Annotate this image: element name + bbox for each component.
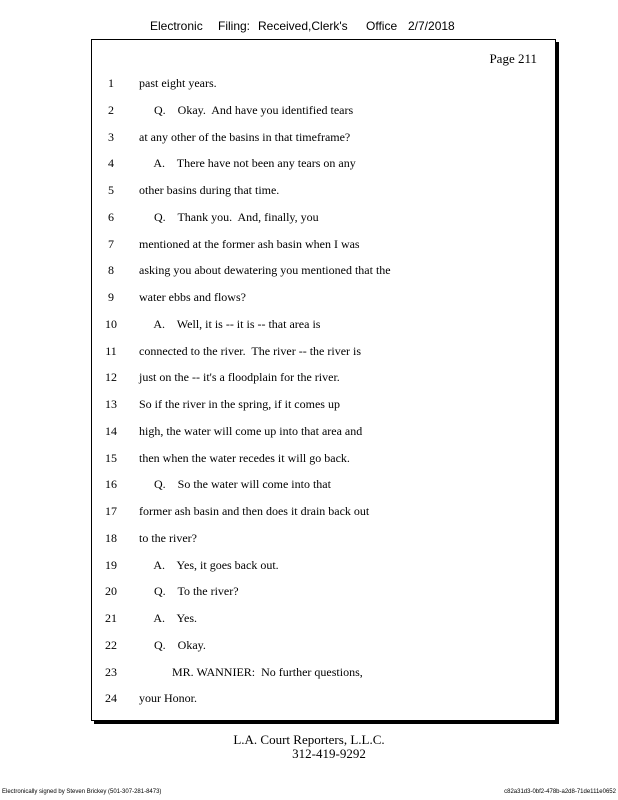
line-text: connected to the river. The river -- the river is [139,343,362,358]
line-text: MR. WANNIER: No further questions, [139,664,363,679]
stamp-electronic: Electronic [150,19,203,33]
footer-phone: 312-419-9292 [292,746,366,761]
line-text: other basins during that time. [139,183,280,197]
line-number: 10 [105,316,117,331]
line-number: 4 [108,156,114,171]
line-text: your Honor. [139,691,197,706]
line-text: past eight years. [139,76,217,90]
line-text: asking you about dewatering you mentioned that the [139,263,391,278]
line-text: So if the river in the spring, if it comes up [139,397,340,411]
line-number: 9 [108,290,114,304]
line-text: just on the -- it's a floodplain for the river. [139,370,340,385]
stamp-date: 2/7/2018 [408,19,455,33]
line-text: high, the water will come up into that area and [139,423,363,438]
stamp-office: Office [366,19,398,33]
line-text: Q. Thank you. And, finally, you [139,209,319,224]
line-text: A. Yes, it goes back out. [139,557,279,572]
transcript-page [91,39,556,721]
line-text: Q. Okay. And have you identified tears [139,102,354,117]
line-number: 17 [105,504,117,518]
line-number: 23 [105,664,117,679]
line-text: Q. Okay. [139,637,206,652]
signature-left: Electronically signed by Steven Brickey (501-307-281-8473) [2,789,162,795]
line-text: former ash basin and then does it drain back out [139,504,370,518]
line-number: 7 [108,236,114,251]
line-number: 15 [105,450,117,465]
line-text: A. There have not been any tears on any [139,156,356,171]
stamp-filing: Filing: [218,19,251,33]
line-number: 13 [105,397,117,411]
line-number: 12 [105,370,117,385]
line-number: 5 [108,183,114,197]
line-text: then when the water recedes it will go back. [139,450,350,465]
footer-company: L.A. Court Reporters, L.L.C. [233,732,385,747]
stamp-received: Received,Clerk's [258,19,348,33]
signature-right: c82a31d3-0bf2-478b-a2d8-71de111e0652 [504,789,616,795]
line-text: Q. So the water will come into that [139,477,331,492]
line-number: 21 [105,611,117,625]
line-number: 1 [108,76,114,90]
line-text: at any other of the basins in that timeframe? [139,129,351,144]
line-number: 19 [105,557,117,572]
line-number: 22 [105,637,117,652]
line-text: Q. To the river? [139,584,239,599]
line-number: 3 [108,129,114,144]
line-text: A. Well, it is -- it is -- that area is [139,316,321,331]
line-text: to the river? [139,530,197,545]
line-number: 2 [108,102,114,117]
footer [0,733,618,761]
page-number: Page 211 [489,51,537,66]
line-number: 16 [105,477,117,492]
line-number: 8 [108,263,114,278]
line-text: water ebbs and flows? [139,290,246,304]
line-text: A. Yes. [139,611,198,625]
line-number: 11 [105,343,117,358]
line-number: 24 [105,691,117,706]
line-number: 14 [105,423,117,438]
line-number: 18 [105,530,117,545]
line-number: 6 [108,209,114,224]
line-text: mentioned at the former ash basin when I was [139,236,360,251]
line-number: 20 [105,584,117,599]
